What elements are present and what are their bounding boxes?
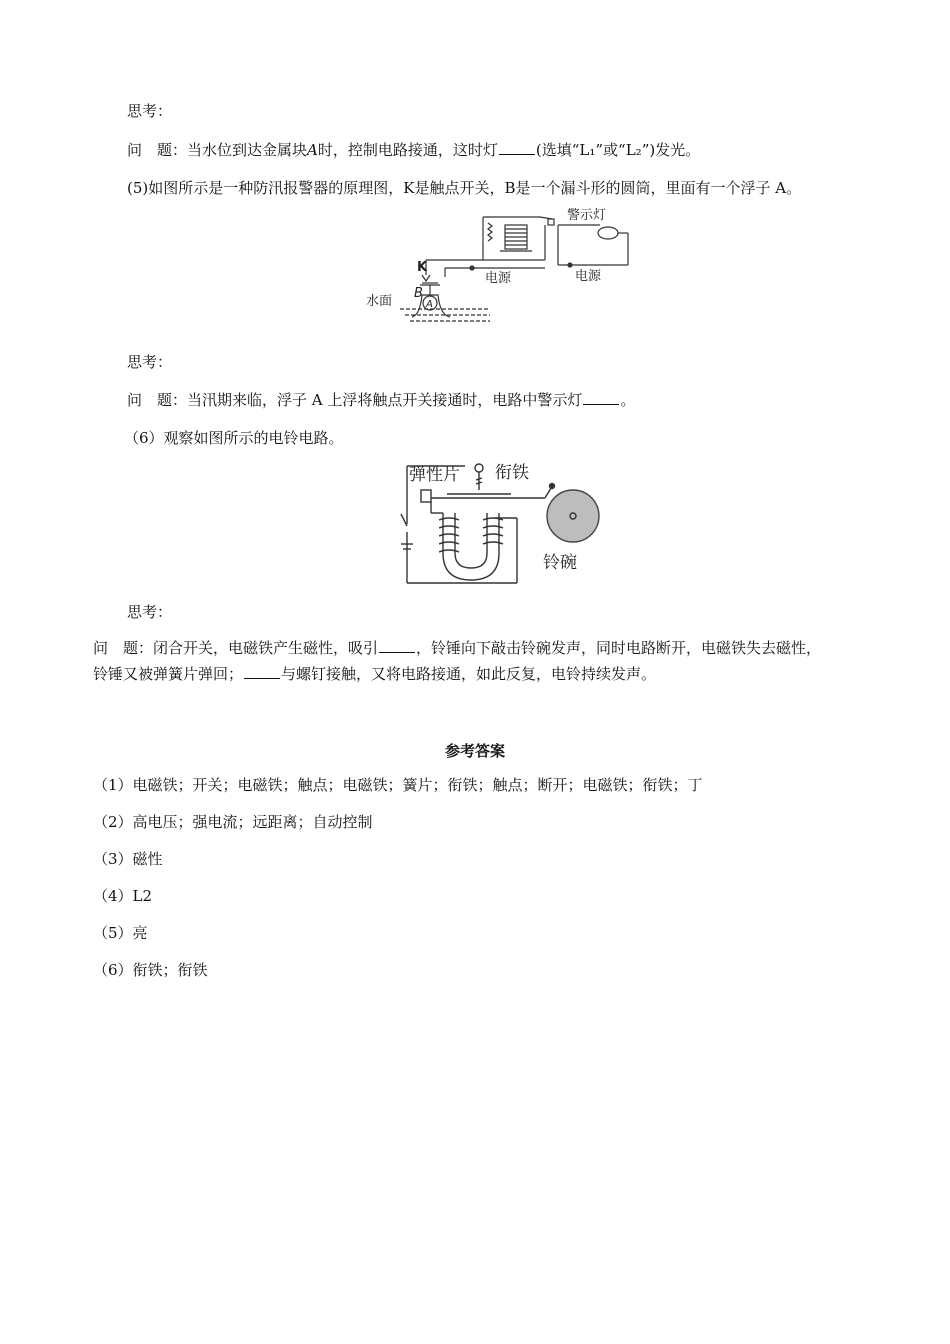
question-text: 闭合开关，电磁铁产生磁性，吸引 bbox=[153, 639, 379, 657]
label-K: K bbox=[417, 260, 428, 275]
answer-blank[interactable] bbox=[244, 664, 280, 679]
label-armature: 衔铁 bbox=[495, 463, 529, 483]
question-text: ，铃锤向下敲击铃碗发声，同时电路断开，电磁铁失去磁性， bbox=[416, 639, 822, 657]
switch-K bbox=[422, 275, 430, 281]
answer-item-2: （2）高电压；强电流；远距离；自动控制 bbox=[93, 813, 373, 831]
question-text: 时，控制电路接通，这时灯 bbox=[317, 141, 498, 159]
question-label: 问 题： bbox=[93, 639, 154, 657]
answer-blank[interactable] bbox=[499, 140, 535, 155]
question-2 bbox=[127, 390, 635, 410]
label-spring-plate: 弹性片 bbox=[409, 465, 460, 485]
answer-item-3: （3）磁性 bbox=[93, 850, 163, 868]
question-3-line1 bbox=[93, 638, 821, 658]
label-bell-bowl: 铃碗 bbox=[543, 553, 577, 573]
question-text: 。 bbox=[620, 391, 636, 409]
question-text: 当水位到达金属块 bbox=[187, 141, 308, 159]
upper-contact bbox=[548, 219, 554, 225]
bell-bowl bbox=[547, 490, 599, 542]
coil-left bbox=[439, 518, 459, 552]
think-label-1: 思考： bbox=[127, 102, 173, 120]
spring-block bbox=[421, 490, 431, 502]
answer-item-5: （5）亮 bbox=[93, 924, 148, 942]
item5-text: (5)如图所示是一种防汛报警器的原理图，K是触点开关，B是一个漏斗形的圆筒，里面有一个浮子 A。 bbox=[127, 179, 802, 197]
answer-item-6: （6）衔铁；衔铁 bbox=[93, 961, 208, 979]
label-warning-lamp: 警示灯 bbox=[567, 208, 607, 223]
flood-alarm-diagram bbox=[360, 205, 630, 323]
item6-text: （6）观察如图所示的电铃电路。 bbox=[124, 429, 344, 447]
hammer bbox=[550, 484, 555, 489]
answer-blank[interactable] bbox=[379, 638, 415, 653]
coil-right bbox=[483, 518, 503, 544]
answer-item-1: （1）电磁铁；开关；电磁铁；触点；电磁铁；簧片；衔铁；触点；断开；电磁铁；衔铁；丁 bbox=[93, 776, 703, 794]
u-electromagnet bbox=[443, 513, 499, 580]
question-3-line2 bbox=[93, 664, 656, 684]
spring-coil bbox=[488, 223, 492, 241]
label-water: 水面 bbox=[366, 294, 393, 309]
question-label: 问 题： bbox=[127, 141, 188, 159]
electric-bell-diagram bbox=[395, 458, 625, 586]
answer-item-4: （4）L2 bbox=[93, 887, 153, 905]
label-A: A bbox=[426, 299, 433, 310]
answers-title: 参考答案 bbox=[444, 742, 505, 760]
lamp bbox=[598, 227, 618, 239]
think-label-2: 思考： bbox=[127, 353, 173, 371]
label-power-2: 电源 bbox=[575, 269, 602, 284]
label-power-1: 电源 bbox=[485, 271, 512, 286]
question-label: 问 题： bbox=[127, 391, 188, 409]
question-text: (选填“L₁”或“L₂”)发光。 bbox=[535, 141, 701, 159]
question-text: 铃锤又被弹簧片弹回； bbox=[93, 665, 244, 683]
label-B: B bbox=[414, 286, 423, 301]
italic-A: A bbox=[307, 141, 318, 159]
power1-terminal bbox=[470, 266, 474, 270]
think-label-3: 思考： bbox=[127, 603, 173, 621]
question-text: 当汛期来临，浮子 A 上浮将触点开关接通时，电路中警示灯 bbox=[187, 391, 583, 409]
power2-terminal bbox=[568, 263, 572, 267]
question-1 bbox=[127, 140, 700, 160]
answer-blank[interactable] bbox=[583, 390, 619, 405]
question-text: 与螺钉接触，又将电路接通，如此反复，电铃持续发声。 bbox=[281, 665, 657, 683]
